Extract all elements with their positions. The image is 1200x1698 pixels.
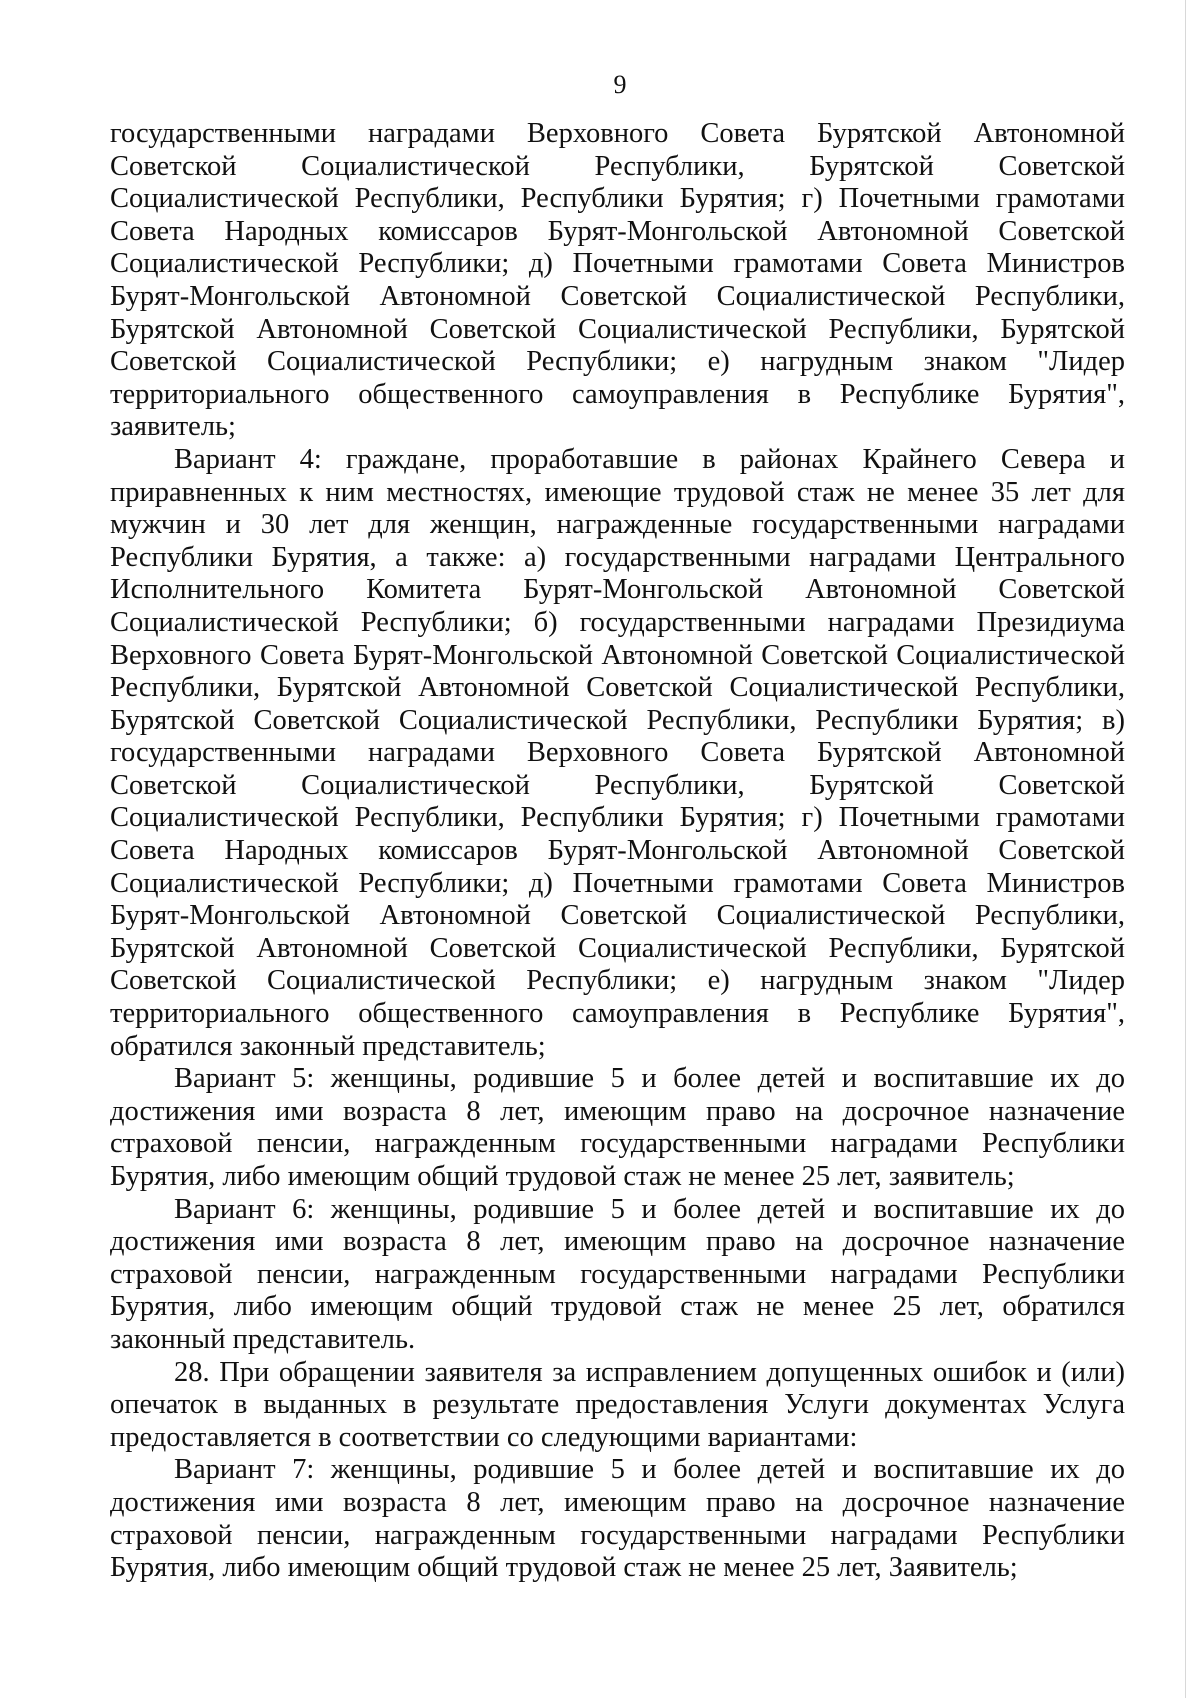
scan-edge-line: [1185, 0, 1186, 1698]
paragraph-item-28: 28. При обращении заявителя за исправлением допущенных ошибок и (или) опечаток в выданных в результате предоставления Услуги документах Услуга предоставляется в соответствии со следующими вариантами:: [110, 1356, 1125, 1453]
paragraph-continuation: государственными наградами Верховного Совета Бурятской Автономной Советской Социалистической Республики, Бурятской Советской Социалистической Республики, Республики Бурятия; г) Почетными грамотами Совета Народных комиссаров Бурят-Монгольской Автономной Советской Социалистической Республики; д) Почетными грамотами Совета Министров Бурят-Монгольской Автономной Советской Социалистической Республики, Бурятской Автономной Советской Социалистической Республики, Бурятской Советской Социалистической Республики; е) нагрудным знаком "Лидер территориального общественного самоуправления в Республике Бурятия", заявитель;: [110, 118, 1125, 443]
paragraph-variant-7: Вариант 7: женщины, родившие 5 и более детей и воспитавшие их до достижения ими возраста 8 лет, имеющим право на досрочное назначение страховой пенсии, награжденным государственными наградами Республики Бурятия, либо имеющим общий трудовой стаж не менее 25 лет, Заявитель;: [110, 1454, 1125, 1584]
paragraph-variant-5: Вариант 5: женщины, родившие 5 и более детей и воспитавшие их до достижения ими возраста 8 лет, имеющим право на досрочное назначение страховой пенсии, награжденным государственными наградами Республики Бурятия, либо имеющим общий трудовой стаж не менее 25 лет, заявитель;: [110, 1063, 1125, 1192]
paragraph-variant-4: Вариант 4: граждане, проработавшие в районах Крайнего Севера и приравненных к ним местностях, имеющие трудовой стаж не менее 35 лет для мужчин и 30 лет для женщин, награжденные государственными наградами Республики Бурятия, а также: а) государственными наградами Центрального Исполнительного Комитета Бурят-Монгольской Автономной Советской Социалистической Республики; б) государственными наградами Президиума Верховного Совета Бурят-Монгольской Автономной Советской Социалистической Республики, Бурятской Автономной Советской Социалистической Республики, Бурятской Советской Социалистической Республики, Республики Бурятия; в) государственными наградами Верховного Совета Бурятской Автономной Советской Социалистической Республики, Бурятской Советской Социалистической Республики, Республики Бурятия; г) Почетными грамотами Совета Народных комиссаров Бурят-Монгольской Автономной Советской Социалистической Республики; д) Почетными грамотами Совета Министров Бурят-Монгольской Автономной Советской Социалистической Республики, Бурятской Автономной Советской Социалистической Республики, Бурятской Советской Социалистической Республики; е) нагрудным знаком "Лидер территориального общественного самоуправления в Республике Бурятия", обратился законный представитель;: [110, 443, 1125, 1062]
page-number: 9: [613, 70, 627, 99]
paragraph-variant-6: Вариант 6: женщины, родившие 5 и более детей и воспитавшие их до достижения ими возраста 8 лет, имеющим право на досрочное назначение страховой пенсии, награжденным государственными наградами Республики Бурятия, либо имеющим общий трудовой стаж не менее 25 лет, обратился законный представитель.: [110, 1193, 1125, 1355]
document-body: [110, 118, 1125, 1585]
